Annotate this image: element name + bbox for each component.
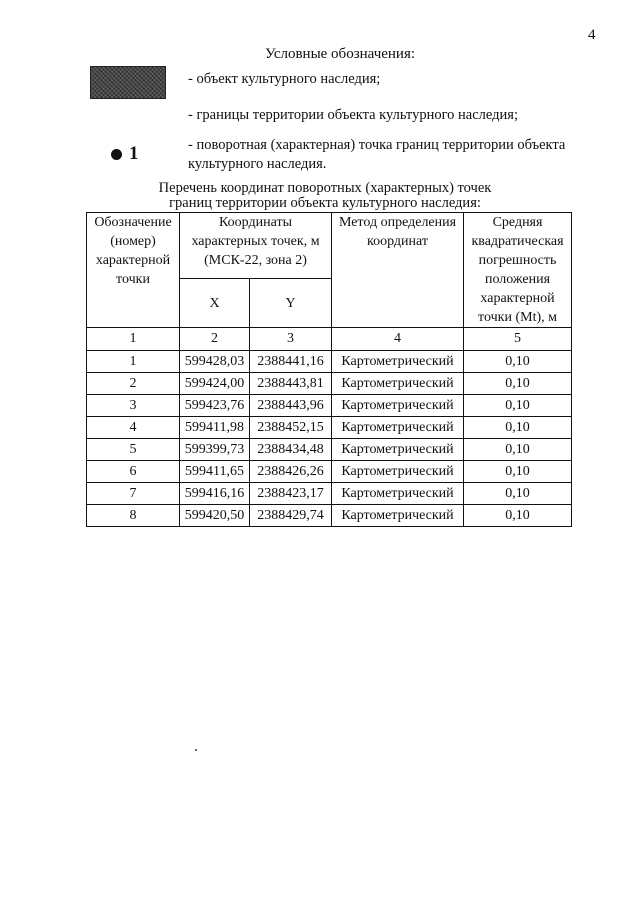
point-number: 2	[87, 373, 180, 395]
legend-item-heritage-object: - объект культурного наследия;	[188, 71, 381, 87]
method: Картометрический	[332, 439, 464, 461]
coord-x: 599399,73	[180, 439, 250, 461]
coord-y: 2388434,48	[250, 439, 332, 461]
method: Картометрический	[332, 373, 464, 395]
table-row	[87, 461, 572, 483]
coord-y: 2388426,26	[250, 461, 332, 483]
point-number: 5	[87, 439, 180, 461]
turning-point-symbol	[111, 143, 139, 165]
coord-y: 2388452,15	[250, 417, 332, 439]
table-row	[87, 395, 572, 417]
point-symbol-label: 1	[129, 143, 139, 164]
method: Картометрический	[332, 461, 464, 483]
error-mt: 0,10	[464, 417, 572, 439]
heritage-object-swatch	[90, 66, 166, 99]
table-row	[87, 505, 572, 527]
point-number: 7	[87, 483, 180, 505]
coord-x: 599424,00	[180, 373, 250, 395]
table-caption	[130, 181, 520, 211]
table-row	[87, 351, 572, 373]
page-number: 4	[588, 27, 596, 43]
column-number: 2	[180, 328, 250, 351]
coord-x: 599428,03	[180, 351, 250, 373]
error-mt: 0,10	[464, 351, 572, 373]
header-designation: Обозначение (номер) характерной точки	[87, 213, 180, 328]
point-number: 3	[87, 395, 180, 417]
coord-x: 599420,50	[180, 505, 250, 527]
coord-x: 599423,76	[180, 395, 250, 417]
coord-y: 2388441,16	[250, 351, 332, 373]
column-number-row	[87, 328, 572, 351]
point-number: 1	[87, 351, 180, 373]
header-x: X	[180, 279, 250, 328]
coordinates-table	[86, 212, 572, 527]
error-mt: 0,10	[464, 373, 572, 395]
coord-y: 2388429,74	[250, 505, 332, 527]
point-number: 4	[87, 417, 180, 439]
coord-x: 599411,65	[180, 461, 250, 483]
table-row	[87, 483, 572, 505]
method: Картометрический	[332, 395, 464, 417]
method: Картометрический	[332, 417, 464, 439]
coord-y: 2388443,96	[250, 395, 332, 417]
scan-speck	[195, 749, 197, 751]
method: Картометрический	[332, 483, 464, 505]
table-row	[87, 373, 572, 395]
method: Картометрический	[332, 351, 464, 373]
error-mt: 0,10	[464, 505, 572, 527]
coord-x: 599416,16	[180, 483, 250, 505]
column-number: 3	[250, 328, 332, 351]
error-mt: 0,10	[464, 461, 572, 483]
coord-y: 2388443,81	[250, 373, 332, 395]
point-number: 6	[87, 461, 180, 483]
header-y: Y	[250, 279, 332, 328]
column-number: 1	[87, 328, 180, 351]
method: Картометрический	[332, 505, 464, 527]
point-dot-icon	[111, 149, 122, 160]
table-row	[87, 439, 572, 461]
header-method: Метод определения координат	[332, 213, 464, 328]
coord-y: 2388423,17	[250, 483, 332, 505]
legend-item-territory-boundaries: - границы территории объекта культурного наследия;	[188, 107, 518, 123]
legend-item-turning-point: - поворотная (характерная) точка границ территории объекта культурного наследия.	[188, 137, 566, 172]
legend-title: Условные обозначения:	[265, 46, 416, 62]
table-row	[87, 417, 572, 439]
table-caption-line-1: Перечень координат поворотных (характерных) точек	[158, 180, 492, 196]
header-error: Средняя квадратическая погрешность положения характерной точки (Mt), м	[464, 213, 572, 328]
error-mt: 0,10	[464, 483, 572, 505]
error-mt: 0,10	[464, 439, 572, 461]
point-number: 8	[87, 505, 180, 527]
column-number: 4	[332, 328, 464, 351]
coord-x: 599411,98	[180, 417, 250, 439]
error-mt: 0,10	[464, 395, 572, 417]
column-number: 5	[464, 328, 572, 351]
header-coordinates: Координаты характерных точек, м (МСК-22, зона 2)	[180, 213, 332, 279]
table-caption-line-2: границ территории объекта культурного наследия:	[169, 195, 481, 211]
